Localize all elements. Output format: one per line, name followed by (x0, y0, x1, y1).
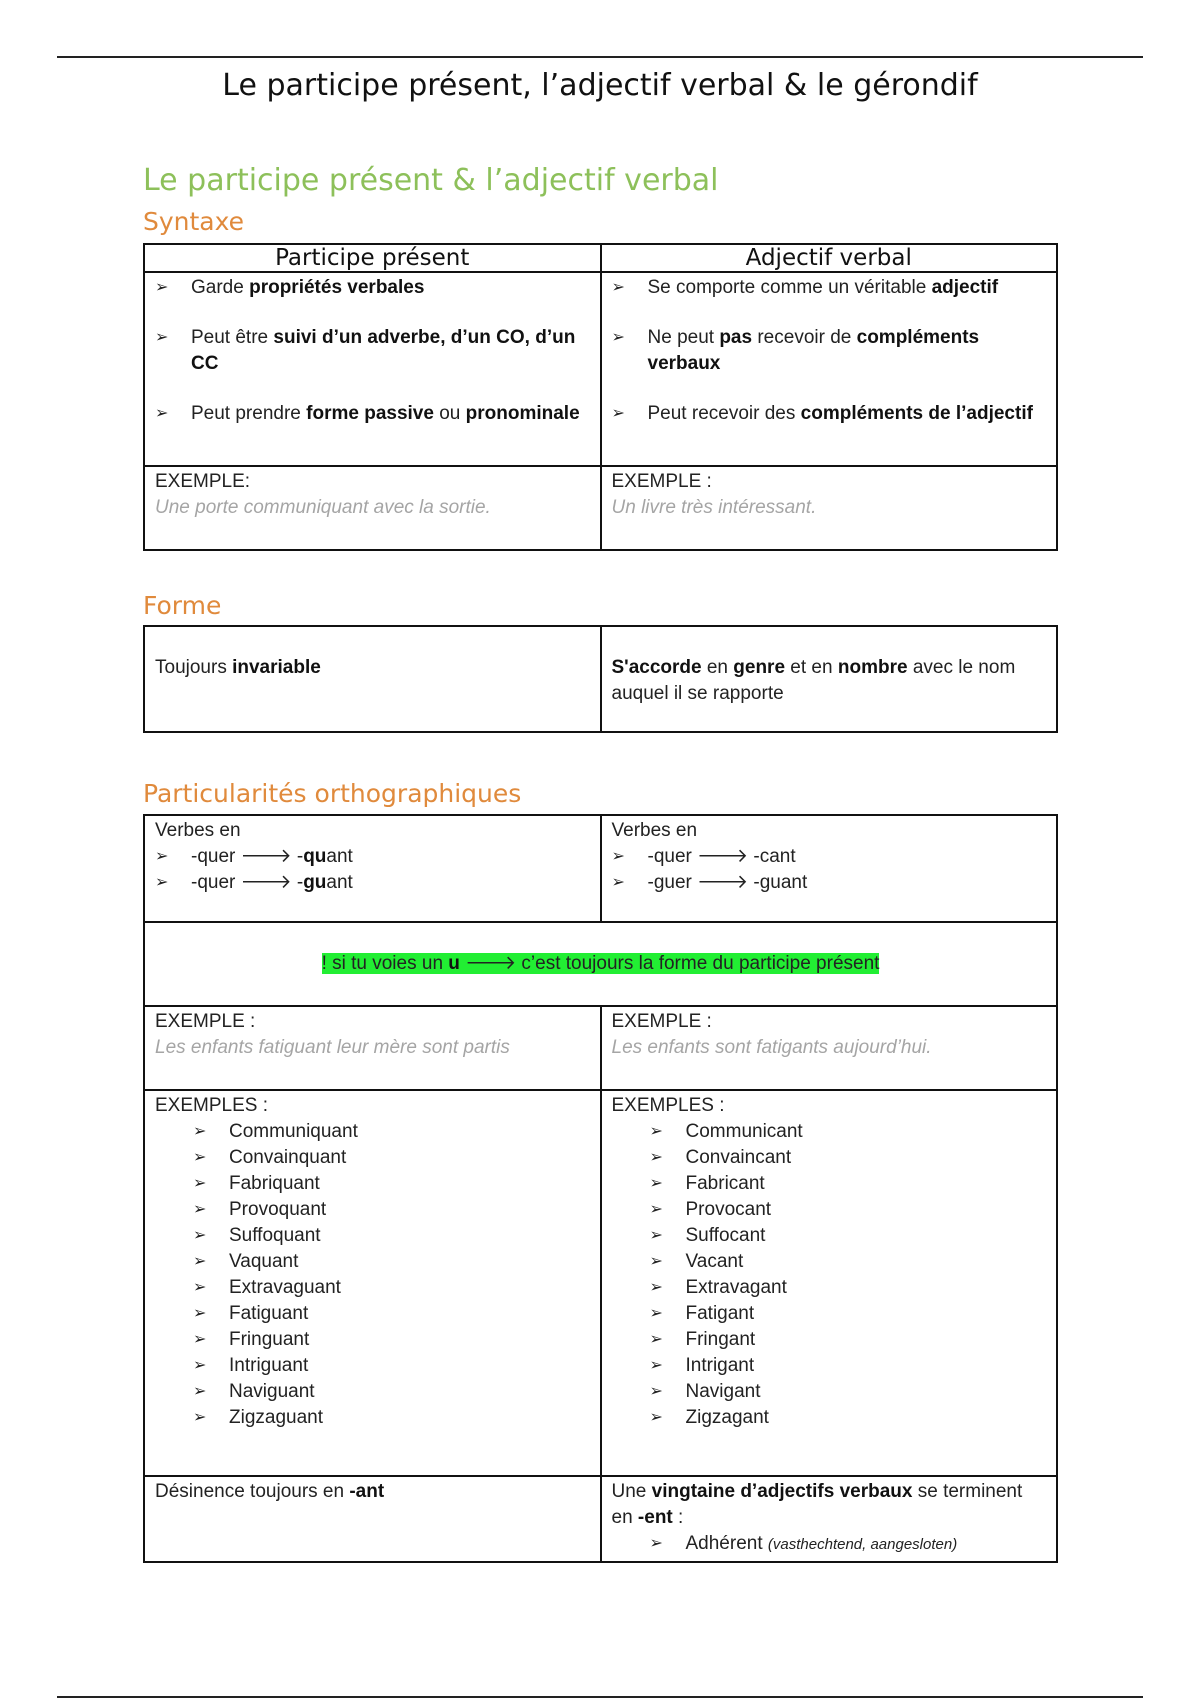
list-item: ➢ Suffoquant (155, 1223, 590, 1249)
list-item: ➢ Vaquant (155, 1249, 590, 1275)
list-item: ➢ Suffocant (612, 1223, 1047, 1249)
ortho-table (143, 814, 1058, 1563)
table-row (144, 1090, 1057, 1476)
bullet-arrow-icon: ➢ (193, 1227, 207, 1244)
example-label: EXEMPLE : (611, 1011, 712, 1032)
forme-adjectif-cell: S'accorde en genre et en nombre avec le nom auquel il se rapporte (601, 626, 1058, 732)
list-item: ➢ Se comporte comme un véritable adjectif (612, 275, 1047, 301)
bullet-arrow-icon: ➢ (649, 1175, 663, 1192)
list-item: ➢ Garde propriétés verbales (155, 275, 590, 301)
rules-participe-cell: Verbes en ➢ -quer 🡒 -quant ➢ -quer 🡒 -guant (144, 815, 601, 922)
bullet-arrow-icon: ➢ (649, 1149, 663, 1166)
bullet-arrow-icon: ➢ (193, 1383, 207, 1400)
examples-list-participe (155, 1119, 590, 1431)
right-arrow-icon: 🡒 (697, 846, 749, 867)
table-row (144, 922, 1057, 1006)
list-item: ➢ Communiquant (155, 1119, 590, 1145)
list-item: ➢ Fatiguant (155, 1301, 590, 1327)
list-item: ➢ Zigzaguant (155, 1405, 590, 1431)
list-item: ➢ Peut recevoir des compléments de l’adjectif (612, 401, 1047, 427)
top-rule (57, 56, 1143, 58)
table-row (144, 1476, 1057, 1562)
bullet-arrow-icon: ➢ (155, 848, 169, 865)
list-item: ➢ Zigzagant (612, 1405, 1047, 1431)
examples-list-adjectif (612, 1119, 1047, 1431)
table-row (144, 626, 1057, 732)
list-item: ➢ Intrigant (612, 1353, 1047, 1379)
bullet-arrow-icon: ➢ (611, 848, 625, 865)
list-item: ➢ -guer 🡒 -guant (612, 870, 1047, 896)
bullet-arrow-icon: ➢ (649, 1357, 663, 1374)
bullet-arrow-icon: ➢ (193, 1175, 207, 1192)
highlighted-note: ! si tu voies un u 🡒 c’est toujours la forme du participe présent (321, 953, 880, 974)
col-header-adjectif: Adjectif verbal (601, 244, 1058, 272)
bullet-arrow-icon: ➢ (611, 405, 625, 422)
table-row (144, 1006, 1057, 1090)
bullet-arrow-icon: ➢ (611, 279, 625, 296)
bullet-arrow-icon: ➢ (649, 1253, 663, 1270)
bottom-rule (57, 1696, 1143, 1698)
examples-label: EXEMPLES : (155, 1095, 268, 1116)
table-row (144, 466, 1057, 550)
bullet-arrow-icon: ➢ (193, 1305, 207, 1322)
desinence-adjectif-cell: Une vingtaine d’adjectifs verbaux se terminent en -ent : ➢ Adhérent (vasthechtend, aangesloten) (601, 1476, 1058, 1562)
bullet-arrow-icon: ➢ (193, 1331, 207, 1348)
list-item: ➢ Vacant (612, 1249, 1047, 1275)
example-label: EXEMPLE : (611, 471, 712, 492)
list-item: ➢ Naviguant (155, 1379, 590, 1405)
forme-participe-cell: Toujours invariable (144, 626, 601, 732)
bullet-arrow-icon: ➢ (649, 1201, 663, 1218)
bullet-arrow-icon: ➢ (193, 1149, 207, 1166)
example-label: EXEMPLE : (155, 1011, 256, 1032)
examples-adjectif-cell (601, 1090, 1058, 1476)
list-item: ➢ Extravaguant (155, 1275, 590, 1301)
table-header-row (144, 244, 1057, 272)
desinence-participe-cell: Désinence toujours en -ant (144, 1476, 601, 1562)
right-arrow-icon: 🡒 (697, 872, 749, 893)
participe-example-cell (144, 466, 601, 550)
bullet-arrow-icon: ➢ (193, 1253, 207, 1270)
document-title: Le participe présent, l’adjectif verbal & le gérondif (222, 68, 978, 103)
list-item: ➢ -quer 🡒 -quant (155, 844, 590, 870)
list-item: ➢ Adhérent (vasthechtend, aangesloten) (612, 1531, 1047, 1558)
list-item: ➢ Peut être suivi d’un adverbe, d’un CO, d’un CC (155, 325, 590, 377)
bullet-arrow-icon: ➢ (611, 874, 625, 891)
bullet-arrow-icon: ➢ (611, 329, 625, 346)
list-item: ➢ Provoquant (155, 1197, 590, 1223)
bullet-arrow-icon: ➢ (193, 1409, 207, 1426)
example-text: Un livre très intéressant. (611, 497, 817, 518)
list-item: ➢ -quer 🡒 -cant (612, 844, 1047, 870)
bullet-arrow-icon: ➢ (649, 1279, 663, 1296)
forme-table (143, 625, 1058, 733)
right-arrow-icon: 🡒 (240, 846, 292, 867)
bullet-arrow-icon: ➢ (193, 1123, 207, 1140)
col-header-participe: Participe présent (144, 244, 601, 272)
syntaxe-heading: Syntaxe (143, 207, 245, 236)
bullet-arrow-icon: ➢ (193, 1279, 207, 1296)
highlight-note-cell (144, 922, 1057, 1006)
list-item: ➢ Fabricant (612, 1171, 1047, 1197)
bullet-arrow-icon: ➢ (155, 874, 169, 891)
list-item: ➢ Fringuant (155, 1327, 590, 1353)
forme-heading: Forme (143, 591, 222, 620)
example-label: EXEMPLE: (155, 471, 251, 492)
list-item: ➢ Peut prendre forme passive ou pronominale (155, 401, 590, 427)
bullet-arrow-icon: ➢ (649, 1331, 663, 1348)
list-item: ➢ Fatigant (612, 1301, 1047, 1327)
list-item: ➢ Intriguant (155, 1353, 590, 1379)
list-item: ➢ Fringant (612, 1327, 1047, 1353)
bullet-arrow-icon: ➢ (155, 405, 169, 422)
bullet-arrow-icon: ➢ (649, 1409, 663, 1426)
list-item: ➢ -quer 🡒 -guant (155, 870, 590, 896)
bullet-arrow-icon: ➢ (155, 329, 169, 346)
bullet-arrow-icon: ➢ (193, 1357, 207, 1374)
example-text: Les enfants fatiguant leur mère sont partis (155, 1037, 510, 1058)
bullet-arrow-icon: ➢ (649, 1305, 663, 1322)
rules-adjectif-cell: Verbes en ➢ -quer 🡒 -cant ➢ -guer 🡒 -guant (601, 815, 1058, 922)
table-row (144, 815, 1057, 922)
example-text: Les enfants sont fatigants aujourd’hui. (611, 1037, 932, 1058)
list-item: ➢ Fabriquant (155, 1171, 590, 1197)
list-item: ➢ Ne peut pas recevoir de compléments verbaux (612, 325, 1047, 377)
bullet-arrow-icon: ➢ (155, 279, 169, 296)
list-item: ➢ Convainquant (155, 1145, 590, 1171)
example-text: Une porte communiquant avec la sortie. (155, 497, 491, 518)
list-item: ➢ Navigant (612, 1379, 1047, 1405)
bullet-arrow-icon: ➢ (649, 1383, 663, 1400)
adjectif-properties-cell (601, 272, 1058, 466)
ortho-example-participe-cell (144, 1006, 601, 1090)
bullet-arrow-icon: ➢ (193, 1201, 207, 1218)
right-arrow-icon: 🡒 (465, 953, 517, 974)
ortho-example-adjectif-cell (601, 1006, 1058, 1090)
list-item: ➢ Communicant (612, 1119, 1047, 1145)
list-item: ➢ Extravagant (612, 1275, 1047, 1301)
table-row (144, 272, 1057, 466)
section-heading: Le participe présent & l’adjectif verbal (143, 163, 719, 198)
bullet-arrow-icon: ➢ (649, 1227, 663, 1244)
list-item: ➢ Provocant (612, 1197, 1047, 1223)
list-item: ➢ Convaincant (612, 1145, 1047, 1171)
syntaxe-table (143, 243, 1058, 551)
right-arrow-icon: 🡒 (240, 872, 292, 893)
ortho-heading: Particularités orthographiques (143, 779, 522, 808)
examples-label: EXEMPLES : (611, 1095, 725, 1116)
examples-participe-cell (144, 1090, 601, 1476)
bullet-arrow-icon: ➢ (649, 1535, 663, 1552)
adjectif-example-cell (601, 466, 1058, 550)
bullet-arrow-icon: ➢ (649, 1123, 663, 1140)
participe-properties-cell (144, 272, 601, 466)
